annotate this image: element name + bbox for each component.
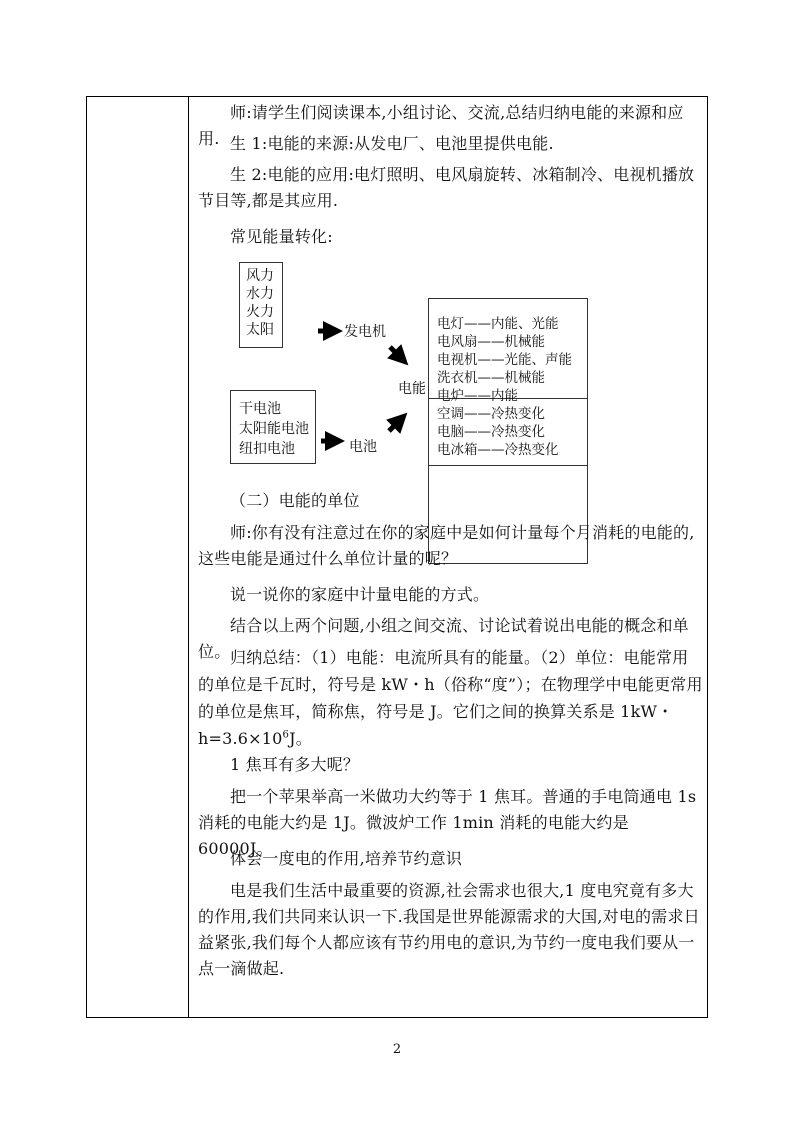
summary-text: 归纳总结：（1）电能：电流所具有的能量。（2）单位：电能常用的单位是千瓦时，符号是 kW・h（俗称“度”）；在物理学中电能更常用的单位是焦耳，简称焦，符号是 J。它们之间的换算关系是 1kW・h=3.6×10	[198, 648, 703, 748]
use-item: 电脑——冷热变化	[437, 424, 545, 440]
use-item: 电视机——光能、声能	[437, 352, 572, 368]
battery-label: 电池	[349, 439, 377, 455]
electric-energy-label: 电能	[398, 381, 426, 397]
use-item: 电风扇——机械能	[437, 334, 545, 350]
paragraph-teacher-question: 师:你有没有注意过在你的家庭中是如何计量每个月消耗的电能的,这些电能是通过什么单位计量的呢？	[198, 523, 695, 568]
use-item: 洗衣机——机械能	[437, 370, 545, 386]
summary-exponent: 6	[282, 729, 290, 741]
generator-label: 发电机	[344, 324, 386, 340]
paragraph-joule-question: 1 焦耳有多大呢？	[230, 755, 360, 774]
paragraph-saving-body: 电是我们生活中最重要的资源,社会需求也很大,1 度电究竟有多大的作用,我们共同来认识一下.我国是世界能源需求的大国,对电的需求日益紧张,我们每个人都应该有节约用电的意识,为节约一度电我们要从一点一滴做起.	[198, 881, 700, 978]
use-item: 电冰箱——冷热变化	[437, 442, 559, 458]
paragraph-group-task: 结合以上两个问题,小组之间交流、讨论试着说出电能的概念和单位。	[198, 616, 689, 661]
use-item: 空调——冷热变化	[437, 406, 545, 422]
source-item: 水力	[246, 286, 274, 302]
paragraph-energy-conversion-heading: 常见能量转化:	[230, 227, 333, 246]
paragraph-saving-heading: 体会一度电的作用,培养节约意识	[230, 849, 463, 868]
source-item: 风力	[246, 268, 274, 284]
source-item: 火力	[246, 304, 274, 320]
summary-tail: J。	[289, 729, 312, 748]
paragraph-discussion: 说一说你的家庭中计量电能的方式。	[230, 585, 490, 604]
paragraph-teacher-prompt: 师:请学生们阅读课本,小组讨论、交流,总结归纳电能的来源和应用.	[198, 103, 684, 148]
paragraph-joule-examples: 把一个苹果举高一米做功大约等于 1 焦耳。普通的手电筒通电 1s 消耗的电能大约是 1J。微波炉工作 1min 消耗的电能大约是 60000J。	[198, 787, 697, 858]
paragraph-student1: 生 1:电能的来源:从发电厂、电池里提供电能.	[230, 134, 554, 153]
battery-item: 纽扣电池	[239, 441, 295, 457]
page-number: 2	[392, 1042, 402, 1057]
arrow-down-right-icon	[390, 347, 402, 359]
paragraph-student2: 生 2:电能的应用:电灯照明、电风扇旋转、冰箱制冷、电视机播放节目等,都是其应用.	[198, 165, 695, 210]
battery-item: 太阳能电池	[239, 421, 309, 437]
use-item: 电炉——内能	[437, 388, 518, 404]
section-heading-units: （二）电能的单位	[230, 491, 360, 510]
use-item: 电灯——内能、光能	[437, 316, 559, 332]
arrow-up-right-icon	[389, 419, 401, 431]
battery-item: 干电池	[239, 401, 281, 417]
source-item: 太阳	[246, 322, 274, 338]
